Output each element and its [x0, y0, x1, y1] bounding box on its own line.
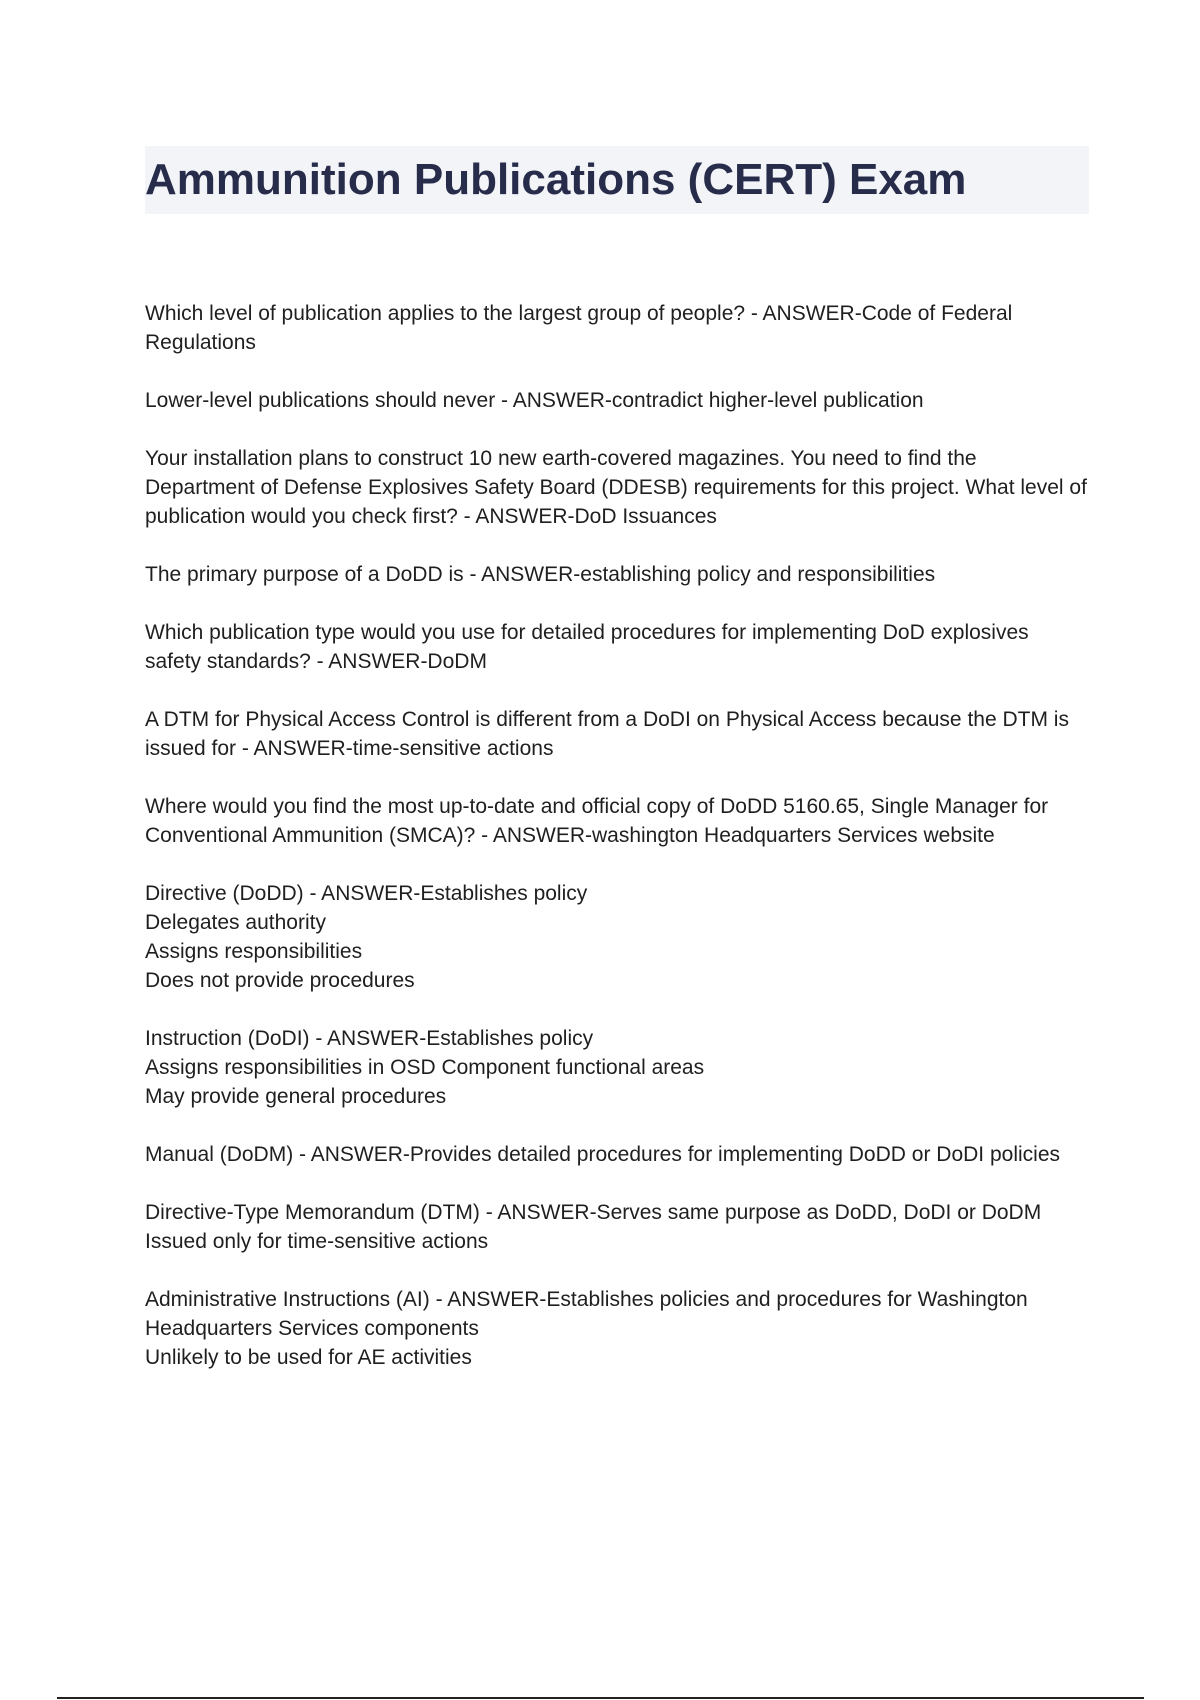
qa-item [145, 560, 1090, 589]
qa-answer-line: May provide general procedures [145, 1085, 447, 1108]
qa-item [145, 792, 1090, 850]
qa-text: Which publication type would you use for detailed procedures for implementing DoD explosives safety standards? - ANSWER-DoDM [145, 621, 1029, 673]
qa-text: Which level of publication applies to the largest group of people? - ANSWER-Code of Federal Regulations [145, 302, 1013, 354]
qa-item [145, 1198, 1090, 1256]
qa-text: Administrative Instructions (AI) - ANSWER-Establishes policies and procedures for Washington Headquarters Services components [145, 1288, 1028, 1340]
qa-item [145, 299, 1090, 357]
qa-answer-line: Does not provide procedures [145, 969, 415, 992]
qa-answer-line: Assigns responsibilities in OSD Component functional areas [145, 1056, 705, 1079]
qa-item [145, 705, 1090, 763]
qa-item [145, 618, 1090, 676]
qa-text: Directive-Type Memorandum (DTM) - ANSWER-Serves same purpose as DoDD, DoDI or DoDM [145, 1201, 1042, 1224]
qa-text: Directive (DoDD) - ANSWER-Establishes policy [145, 882, 588, 905]
qa-text: Instruction (DoDI) - ANSWER-Establishes policy [145, 1027, 594, 1050]
qa-text: A DTM for Physical Access Control is different from a DoDI on Physical Access because the DTM is issued for - ANSWER-time-sensitive actions [145, 708, 1069, 760]
qa-item [145, 386, 1090, 415]
qa-item [145, 1285, 1090, 1372]
qa-answer-line: Assigns responsibilities [145, 940, 363, 963]
qa-item [145, 1140, 1090, 1169]
qa-text: Lower-level publications should never - ANSWER-contradict higher-level publication [145, 389, 924, 412]
qa-text: Your installation plans to construct 10 new earth-covered magazines. You need to find the Department of Defense Explosives Safety Board (DDESB) requirements for this project. What level of publication would you check first? - ANSWER-DoD Issuances [145, 447, 1087, 528]
qa-answer-line: Unlikely to be used for AE activities [145, 1346, 472, 1369]
qa-list [145, 299, 1090, 1401]
page-title: Ammunition Publications (CERT) Exam [145, 155, 967, 204]
footer-rule [57, 1697, 1144, 1699]
qa-answer-line: Issued only for time-sensitive actions [145, 1230, 489, 1253]
qa-answer-line: Delegates authority [145, 911, 326, 934]
qa-item [145, 879, 1090, 995]
qa-item [145, 444, 1090, 531]
qa-text: Manual (DoDM) - ANSWER-Provides detailed procedures for implementing DoDD or DoDI policies [145, 1143, 1060, 1166]
qa-text: The primary purpose of a DoDD is - ANSWER-establishing policy and responsibilities [145, 563, 936, 586]
qa-item [145, 1024, 1090, 1111]
qa-text: Where would you find the most up-to-date and official copy of DoDD 5160.65, Single Manager for Conventional Ammunition (SMCA)? - ANSWER-washington Headquarters Services website [145, 795, 1049, 847]
